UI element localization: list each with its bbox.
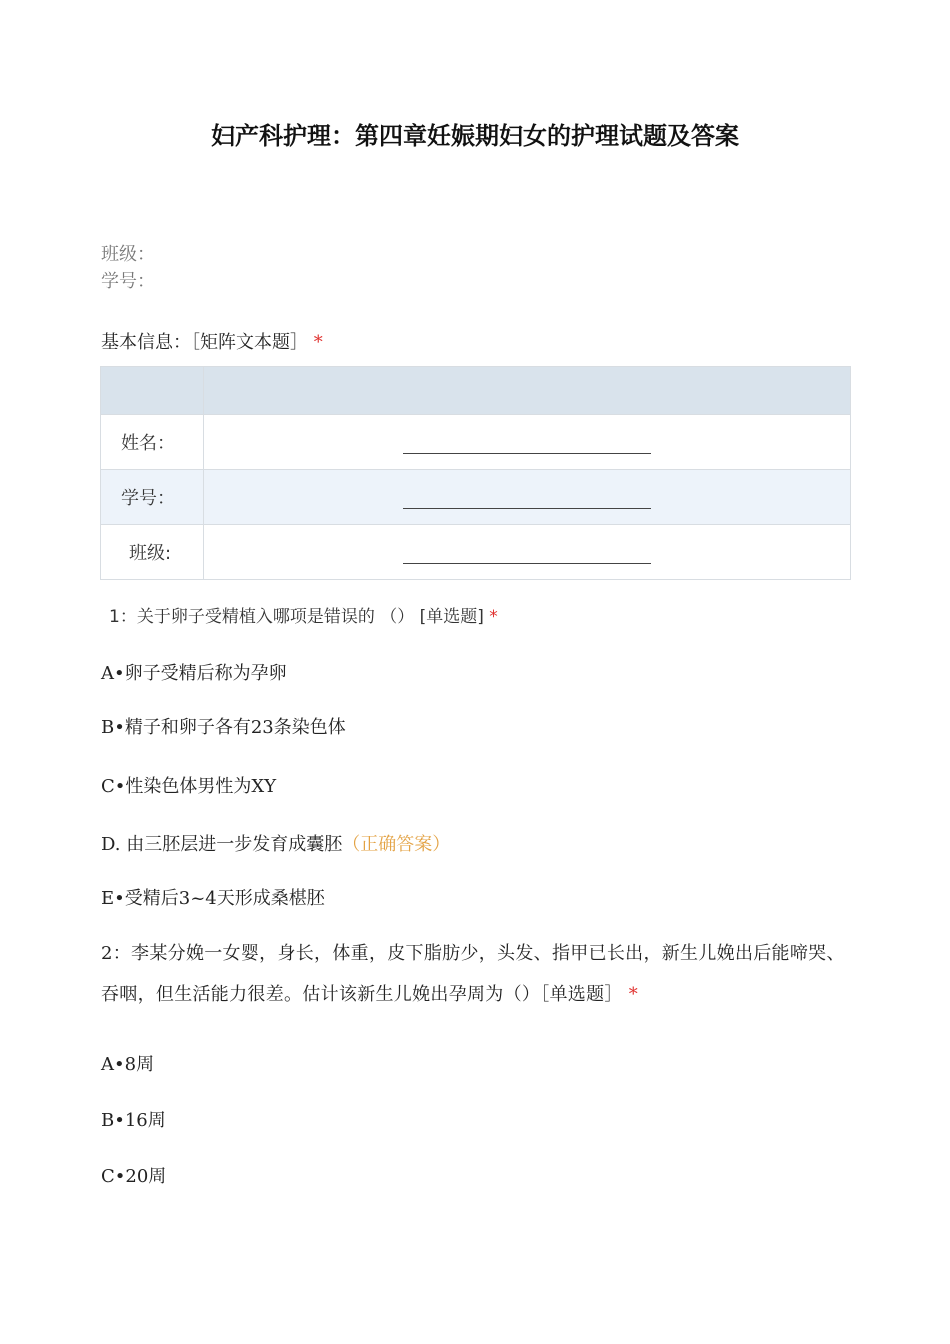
page-title: 妇产科护理：第四章妊娠期妇女的护理试题及答案 — [211, 122, 739, 150]
required-mark: * — [489, 607, 498, 627]
student-no-input[interactable] — [403, 486, 651, 509]
matrix-row-student-no — [101, 470, 851, 525]
question-2 — [101, 933, 846, 1015]
required-mark: * — [313, 332, 323, 353]
matrix-row-class — [101, 525, 851, 580]
q1-option-d-text: D. 由三胚层进一步发育成囊胚 — [101, 834, 343, 855]
q1-option-e[interactable]: E•受精后3~4天形成桑椹胚 — [101, 888, 325, 909]
q2-option-c[interactable]: C•20周 — [101, 1166, 167, 1187]
matrix-row-name — [101, 415, 851, 470]
correct-answer-note: （正确答案） — [342, 834, 451, 855]
basic-info-label: 基本信息：［矩阵文本题］ — [101, 332, 308, 353]
q2-option-a[interactable]: A•8周 — [101, 1054, 155, 1075]
matrix-header-row — [101, 367, 851, 415]
q1-option-d[interactable] — [101, 830, 450, 856]
name-input[interactable] — [403, 431, 651, 454]
question-2-text: 2：李某分娩一女婴，身长，体重，皮下脂肪少，头发、指甲已长出，新生儿娩出后能啼哭、吞咽，但生活能力很差。估计该新生儿娩出孕周为（）［单选题］ — [101, 943, 845, 1005]
basic-info-heading — [101, 328, 323, 354]
question-1-text: 1：关于卵子受精植入哪项是错误的 （） [单选题] — [109, 607, 484, 627]
q1-option-b[interactable]: B•精子和卵子各有23条染色体 — [101, 717, 346, 738]
required-mark: * — [628, 984, 639, 1005]
student-no-row-label: 学号： — [101, 470, 204, 525]
student-no-label: 学号： — [101, 271, 155, 292]
name-row-label: 姓名： — [101, 415, 204, 470]
q1-option-a[interactable]: A•卵子受精后称为孕卵 — [101, 663, 287, 684]
q2-option-b[interactable]: B•16周 — [101, 1110, 166, 1131]
class-row-label: 班级: — [101, 525, 204, 580]
basic-info-matrix — [100, 366, 851, 580]
class-label: 班级： — [101, 244, 155, 265]
q1-option-c[interactable]: C•性染色体男性为XY — [101, 776, 277, 797]
class-input[interactable] — [403, 541, 651, 564]
question-1 — [109, 602, 498, 627]
